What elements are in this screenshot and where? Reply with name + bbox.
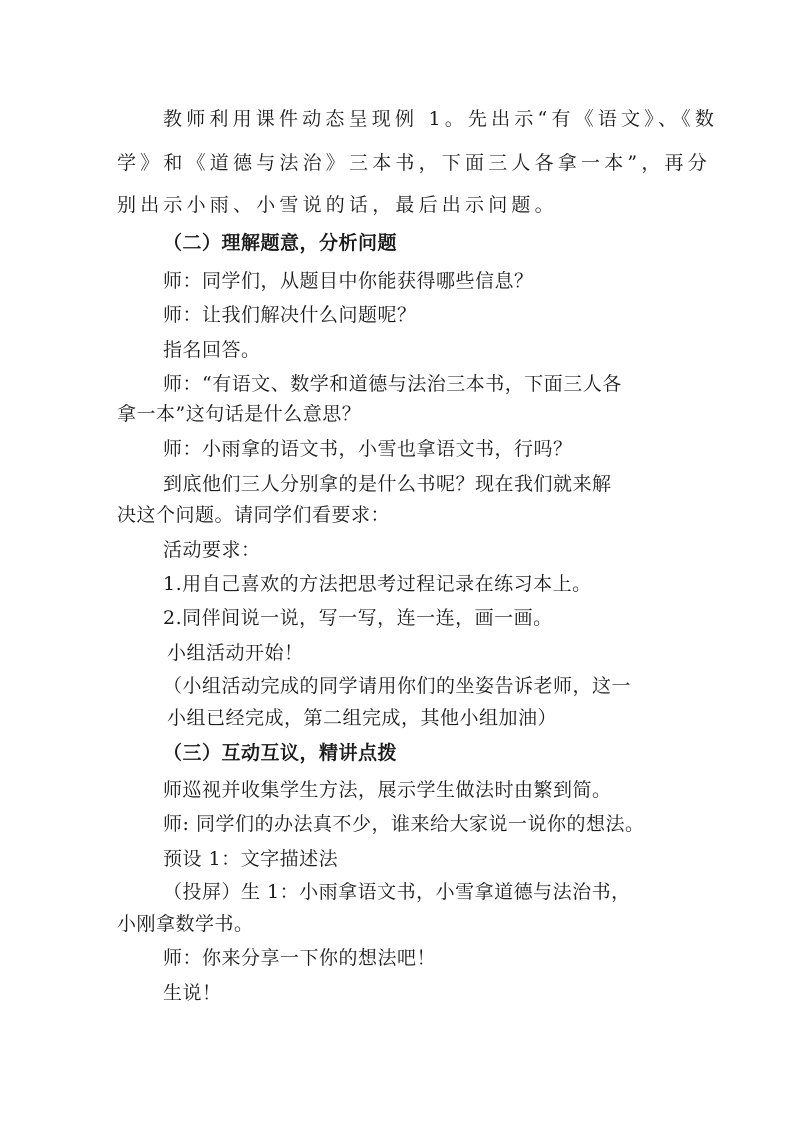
paragraph-line-6: 师：让我们解决什么问题呢？ — [163, 304, 417, 326]
paragraph-line-22: 预设 1：文字描述法 — [163, 848, 339, 870]
paragraph-line-18: 小组已经完成，第二组完成，其他小组加油） — [167, 707, 558, 729]
paragraph-line-9: 拿一本”这句话是什么意思？ — [117, 403, 362, 425]
paragraph-line-23: （投屏）生 1：小雨拿语文书，小雪拿道德与法治书， — [163, 881, 631, 903]
paragraph-line-1: 教师利用课件动态呈现例 1。先出示“有《语文》、《数 — [163, 108, 719, 130]
section-heading-2: （二）理解题意，分析问题 — [163, 232, 398, 254]
paragraph-line-7: 指名回答。 — [163, 339, 261, 361]
paragraph-line-17: （小组活动完成的同学请用你们的坐姿告诉老师，这一 — [163, 675, 632, 697]
list-item-2: 2.同伴间说一说，写一写，连一连，画一画。 — [163, 607, 553, 629]
paragraph-line-10: 师：小雨拿的语文书，小雪也拿语文书，行吗？ — [163, 438, 573, 460]
paragraph-line-8: 师：“有语文、数学和道德与法治三本书，下面三人各 — [163, 373, 622, 395]
paragraph-line-21: 师: 同学们的办法真不少，谁来给大家说一说你的想法。 — [163, 813, 645, 835]
section-heading-3: （三）互动互议，精讲点拨 — [163, 742, 398, 764]
list-item-1: 1.用自己喜欢的方法把思考过程记录在练习本上。 — [163, 573, 592, 595]
paragraph-line-11: 到底他们三人分别拿的是什么书呢？现在我们就来解 — [163, 473, 612, 495]
paragraph-line-26: 生说！ — [163, 982, 222, 1004]
paragraph-line-3: 别出示小雨、小雪说的话，最后出示问题。 — [117, 194, 558, 216]
paragraph-line-13: 活动要求： — [163, 539, 261, 561]
paragraph-line-12: 决这个问题。请同学们看要求： — [117, 504, 391, 526]
paragraph-line-5: 师：同学们，从题目中你能获得哪些信息？ — [163, 270, 534, 292]
paragraph-line-24: 小刚拿数学书。 — [117, 913, 254, 935]
paragraph-line-25: 师：你来分享一下你的想法吧！ — [163, 947, 437, 969]
paragraph-line-16: 小组活动开始！ — [167, 642, 304, 664]
paragraph-line-2: 学》和《道德与法治》三本书，下面三人各拿一本”，再分 — [117, 152, 711, 174]
paragraph-line-20: 师巡视并收集学生方法，展示学生做法时由繁到简。 — [163, 779, 612, 801]
